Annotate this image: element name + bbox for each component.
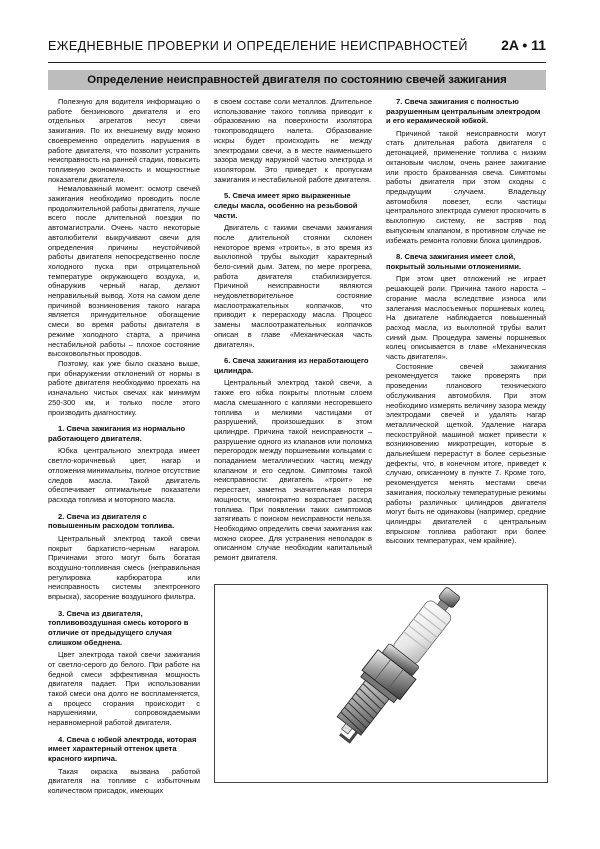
case-6-text: Центральный электрод такой свечи, а также его юбка покрыты плотным слоем масла смешанного с каплями несгоревшего топлива и мелкими частицами от разрушений, произошедших в этом цилиндре. Причина такой неисправности – разрушение одного из клапанов или поломка перегородок между поршневыми кольцами с попаданием металлических частиц между клапаном и его седлом. Симптомы такой неисправности: двигатель «троит» не перестает, заметна значительная потеря мощности, многократно возрастает расход топлива. При появлении таких симптомов затягивать с поиском неисправности нельзя. Необходимо определить свечи зажигания как можно скорее. Для устранения неполадок в описанном случае необходим капитальный ремонт двигателя. <box>214 378 372 563</box>
spark-plug-figure <box>214 584 548 783</box>
case-8-heading: 8. Свеча зажигания имеет слой, покрытый зольными отложениями. <box>386 252 522 271</box>
case-3-text: Цвет электрода такой свечи зажигания от светло-серого до белого. При работе на бедной смеси эффективная мощность двигателя падает. При использовании такой смеси она долго не воспламеняется, а процесс сгорания происходит с нарушениями, сопровождаемыми неравномерной работой двигателя. <box>48 650 200 728</box>
page-header <box>48 34 546 63</box>
intro-paragraph-3: Поэтому, как уже было сказано выше, при обнаружении отклонений от нормы в работе двигателя необходимо проехать на изначально чистых свечах как минимум 250-300 км, и только после этого производить диагностику. <box>48 358 200 417</box>
case-1-text: Юбка центрального электрода имеет светло-коричневый цвет, нагар и отложения минимальны, полное отсутствие следов масла. Такой двигатель обеспечивает оптимальные показатели расхода топлива и моторного масла. <box>48 446 200 504</box>
section-title: Определение неисправностей двигателя по состоянию свечей зажигания <box>87 74 507 86</box>
case-3-heading: 3. Свеча из двигателя, топливовоздушная смесь которого в отличие от предыдущего случая слишком обеднена. <box>48 608 189 647</box>
case-7-heading: 7. Свеча зажигания с полностью разрушенным центральным электродом и его керамической юбкой. <box>386 97 541 126</box>
case-4-text: Такая окраска вызвана работой двигателя на топливе с избыточным количеством присадок, имеющих <box>48 766 200 795</box>
intro-paragraph-1: Полезную для водителя информацию о работе бензинового двигателя и его отдельных агрегатов несут свечи зажигания. По их внешнему виду можно своевременно определить нарушения в работе двигателя, что позволит устранить неисправность на ранней стадии, повысить топливную экономичность и мощностные показатели двигателя. <box>48 97 200 184</box>
case-4-heading: 4. Свеча с юбкой электрода, которая имеет характерный оттенок цвета красного кирпича. <box>48 734 197 763</box>
spark-plug-body <box>323 585 473 750</box>
text-column-3 <box>386 97 546 597</box>
page-number: 2A • 11 <box>501 37 546 53</box>
text-column-1 <box>48 97 200 847</box>
case-1-heading: 1. Свеча зажигания из нормально работающего двигателя. <box>48 424 186 443</box>
case-6-heading: 6. Свеча зажигания из неработающего цилиндра. <box>214 356 369 375</box>
section-banner <box>48 70 546 90</box>
spark-plug-illustration <box>215 585 547 782</box>
chapter-title: ЕЖЕДНЕВНЫЕ ПРОВЕРКИ И ОПРЕДЕЛЕНИЕ НЕИСПРАВНОСТЕЙ <box>48 39 468 53</box>
case-5-heading: 5. Свеча имеет ярко выраженные следы масла, особенно на резьбовой части. <box>214 191 358 220</box>
maintenance-text: Состояние свечей зажигания рекомендуется также проверять при проведении планового технического обслуживания автомобиля. При этом необходимо измерять величину зазора между электродами свечей и удалять нагар металлической щеткой. Удаление нагара пескоструйной машиной может привести к возникновению микротрещин, которые в дальнейшем перерастут в более серьезные дефекты, что, в конечном итоге, приведет к случаю, описанному в пункте 7. Кроме того, рекомендуется менять местами свечи зажигания, поскольку температурные режимы работы различных цилиндров двигателя могут быть не одинаковы (например, средние цилиндры двигателей с центральным впрыском топлива работают при более высоких температурах, чем крайние). <box>386 361 546 546</box>
case-2-heading: 2. Свеча из двигателя с повышенным расходом топлива. <box>48 511 175 531</box>
case-5-text: Двигатель с такими свечами зажигания после длительной стоянки склонен некоторое время «троить», в это время из выхлопной трубы выходит характерный бело-синий дым. Затем, по мере прогрева, работа двигателя стабилизируется. Причиной неисправности являются неудовлетворительное состояние маслоотражательных колпачков, что приводит к перерасходу масла. Процесс замены маслоотражательных колпачков описан в главе «Механическая часть двигателя». <box>214 223 372 349</box>
case-2-text: Центральный электрод такой свечи покрыт бархатисто-черным нагаром. Причинами этого могут быть богатая воздушно-топливная смесь (неправильная регулировка карбюратора или неисправность системы электронного впрыска), засорение воздушного фильтра. <box>48 533 200 602</box>
case-8-text-1: При этом цвет отложений не играет решающей роли. Причина такого нароста – сгорание масла вследствие износа или залегания маслосъемных поршневых колец. На двигателе наблюдается повышенный расход масла, из выхлопной трубы валит синий дым. Процедура замены поршневых колец описывается в главе «Механическая часть двигателя». <box>386 274 546 362</box>
case-7-text: Причиной такой неисправности могут стать длительная работа двигателя с детонацией, применение топлива с низким октановым числом, очень ранее зажигание или просто бракованная свеча. Симптомы работы двигателя при этом сходны с предыдущим случаем. Владельцу автомобиля повезет, если частицы центрального электрода сумеют проскочить в выхлопную систему, не застряв под выпускным клапаном, в противном случае не избежать ремонта головки блока цилиндров. <box>386 128 546 245</box>
case-4-continued-text: в своем составе соли металлов. Длительное использование такого топлива приводит к образованию на поверхности изолятора токопроводящего налета. Образование искры будет происходить не между электродами свечи, а в месте наименьшего зазора между наружной частью электрода и изолятором. Это приведет к пропускам зажигания и нестабильной работе двигателя. <box>214 97 372 184</box>
intro-paragraph-2: Немаловажный момент: осмотр свечей зажигания необходимо проводить после продолжительной работы двигателя, лучше всего после длительной поездки по автомагистрали. Очень часто некоторые автолюбители выкручивают свечи для определения причины неустойчивой работы двигателя непосредственно после холодного пуска при отрицательной температуре окружающего воздуха, и, обнаружив черный нагар, делают неправильный вывод. Хотя на самом деле причиной возникновения такого нагара является принудительное обогащение смеси во время работы двигателя в режиме холодного старта, а причина нестабильной работы – плохое состояние высоковольтных проводов. <box>48 184 200 359</box>
text-column-2 <box>214 97 372 587</box>
